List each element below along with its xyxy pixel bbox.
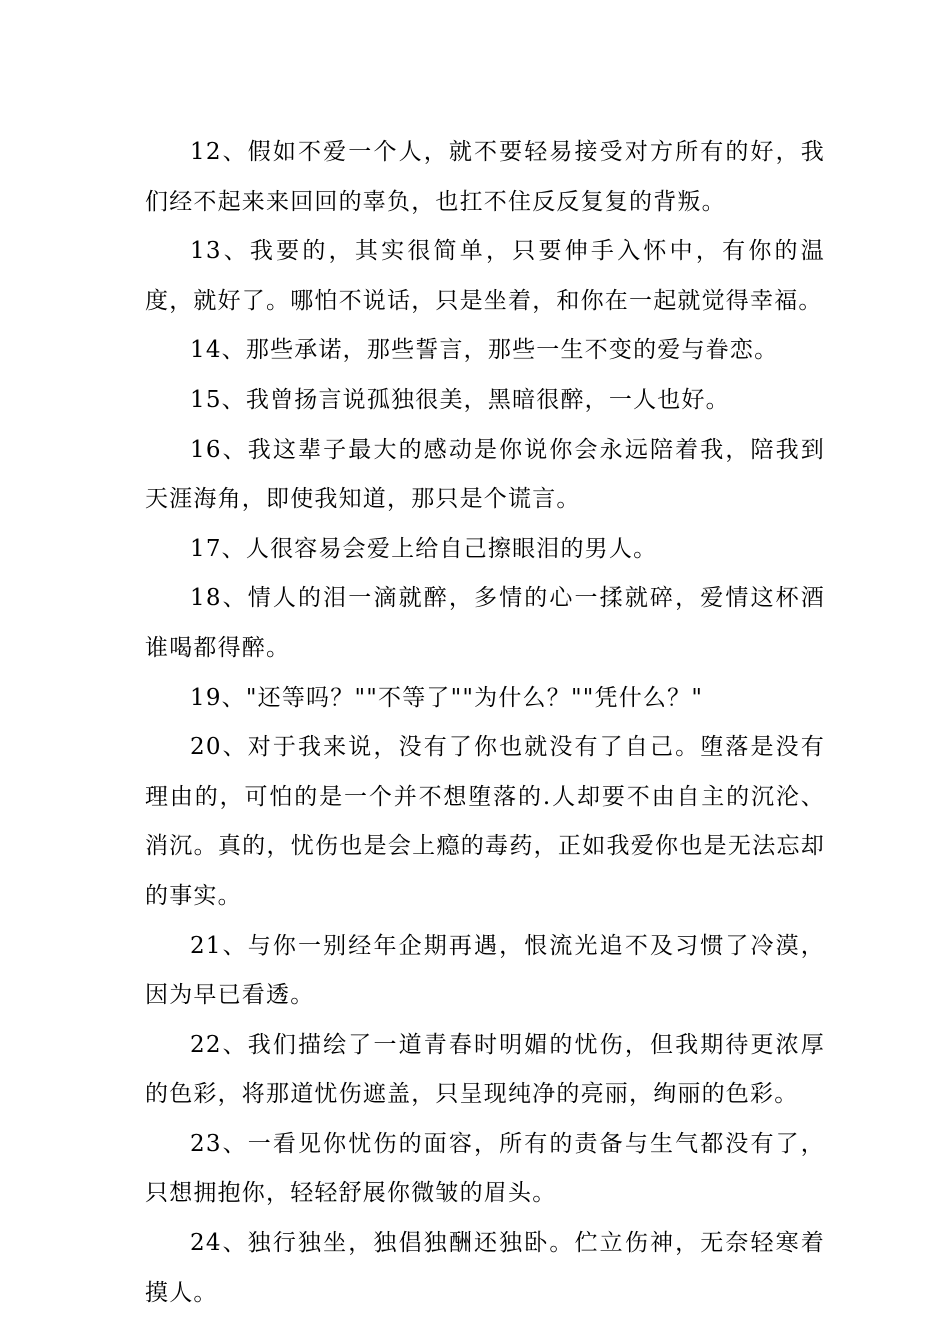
- paragraph-20: 20、对于我来说，没有了你也就没有了自己。堕落是没有理由的，可怕的是一个并不想堕落的.人却要不由自主的沉沦、消沉。真的，忧伤也是会上瘾的毒药，正如我爱你也是无法忘却的事实。: [145, 734, 825, 909]
- document-body: [145, 128, 825, 1318]
- paragraph-14: 14、那些承诺，那些誓言，那些一生不变的爱与眷恋。: [190, 337, 779, 364]
- paragraph-16: 16、我这辈子最大的感动是你说你会永远陪着我，陪我到天涯海角，即使我知道，那只是个谎言。: [145, 436, 825, 513]
- paragraph-22: 22、我们描绘了一道青春时明媚的忧伤，但我期待更浓厚的色彩，将那道忧伤遮盖，只呈现纯净的亮丽，绚丽的色彩。: [145, 1031, 825, 1108]
- paragraph-13: 13、我要的，其实很简单，只要伸手入怀中，有你的温度，就好了。哪怕不说话，只是坐着，和你在一起就觉得幸福。: [145, 238, 825, 314]
- paragraph-24: 24、独行独坐，独倡独酬还独卧。伫立伤神，无奈轻寒着摸人。: [145, 1230, 825, 1306]
- paragraph-18: 18、情人的泪一滴就醉，多情的心一揉就碎，爱情这杯酒谁喝都得醉。: [145, 585, 825, 661]
- paragraph-23: 23、一看见你忧伤的面容，所有的责备与生气都没有了，只想拥抱你，轻轻舒展你微皱的眉头。: [145, 1130, 825, 1207]
- paragraph-17: 17、人很容易会爱上给自己擦眼泪的男人。: [190, 535, 658, 562]
- paragraph-21: 21、与你一别经年企期再遇，恨流光追不及习惯了冷漠，因为早已看透。: [145, 932, 825, 1009]
- paragraph-15: 15、我曾扬言说孤独很美，黑暗很醉，一人也好。: [190, 386, 730, 413]
- paragraph-12: 12、假如不爱一个人，就不要轻易接受对方所有的好，我们经不起来来回回的辜负，也扛不住反反复复的背叛。: [145, 139, 825, 215]
- paragraph-19: 19、"还等吗？""不等了""为什么？""凭什么？": [190, 684, 704, 711]
